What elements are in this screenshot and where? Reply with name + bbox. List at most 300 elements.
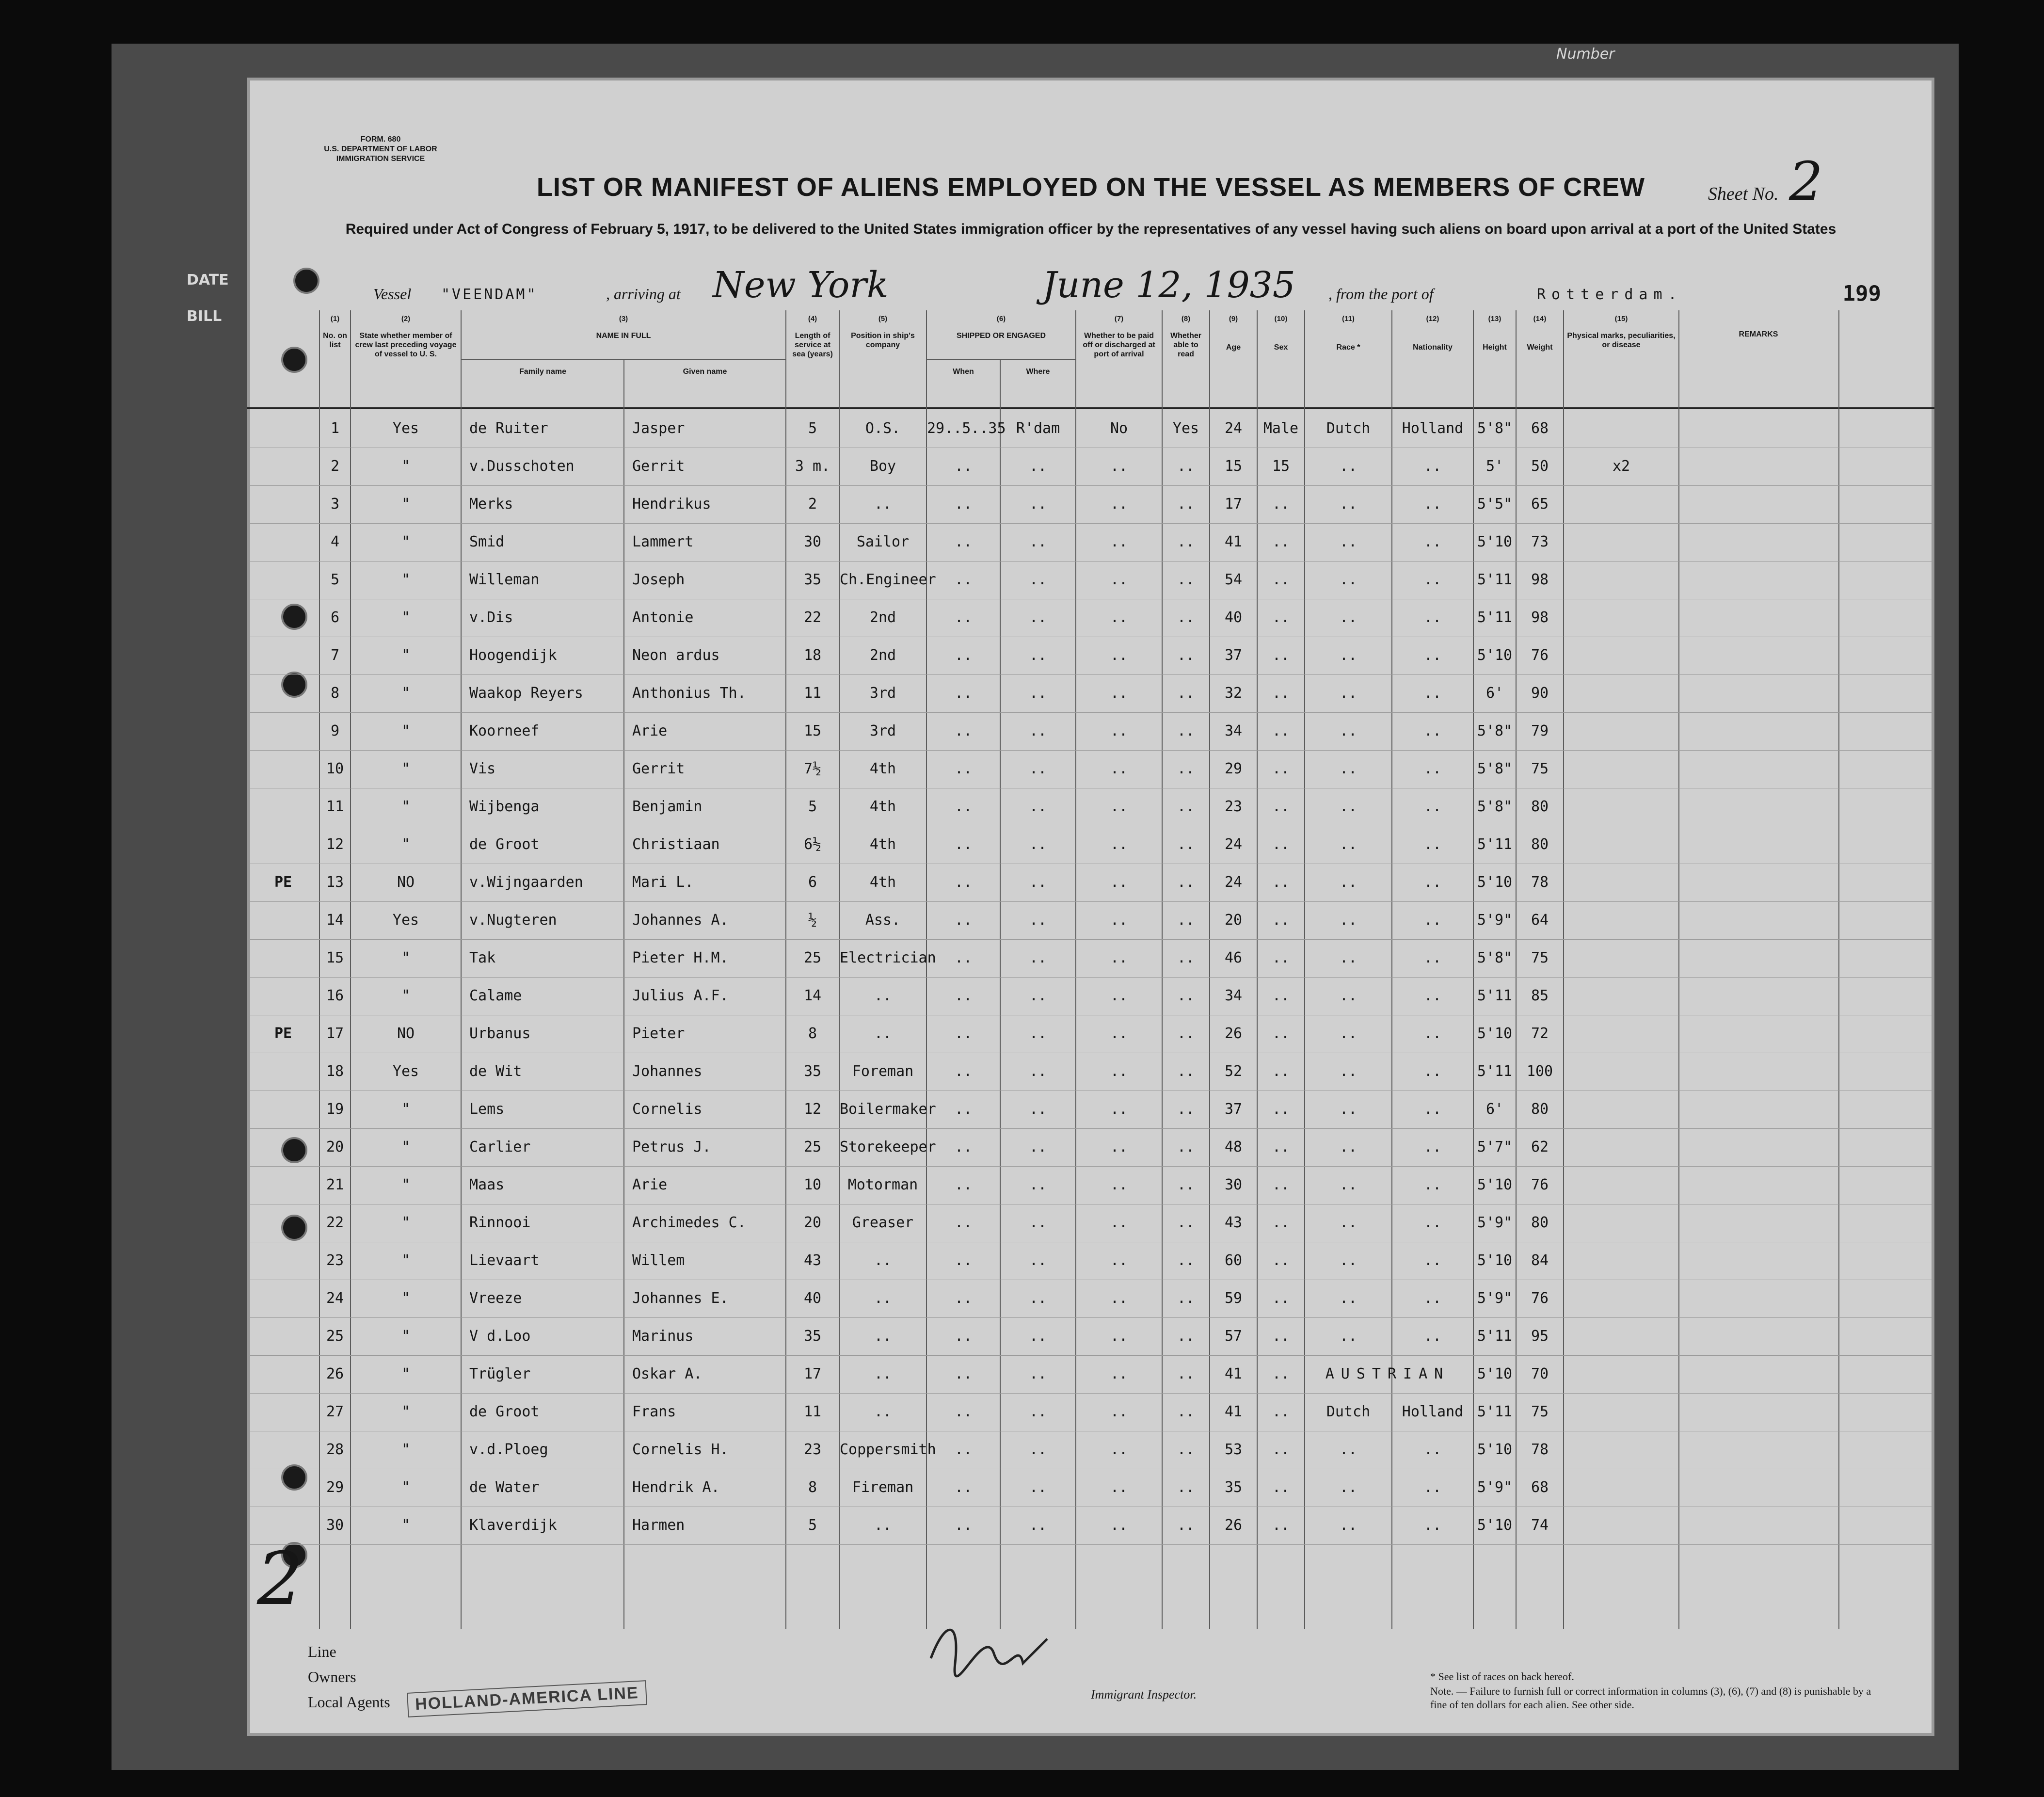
- table-row: [247, 864, 1934, 902]
- cell-service: 3 m.: [795, 458, 830, 475]
- cell-race: Dutch: [1326, 420, 1371, 437]
- cell-family: Lievaart: [469, 1252, 540, 1269]
- cell-service: 11: [803, 685, 822, 702]
- cell-no: 14: [326, 912, 344, 929]
- cell-when: ..: [954, 496, 973, 513]
- cell-read: ..: [1177, 1290, 1195, 1307]
- cell-no: 16: [326, 987, 344, 1004]
- cell-height: 5'8": [1477, 420, 1513, 437]
- cell-family: Smid: [469, 533, 505, 550]
- cell-given: Marinus: [632, 1328, 694, 1345]
- cell-sex: ..: [1272, 1441, 1290, 1458]
- cell-height: 5'7": [1477, 1139, 1513, 1155]
- cell-read: ..: [1177, 798, 1195, 815]
- cell-marks: [1564, 1059, 1678, 1084]
- cell-position: Greaser: [852, 1214, 914, 1231]
- cell-read: ..: [1177, 1365, 1195, 1382]
- signature-scribble: [926, 1610, 1052, 1678]
- agents-stamp: HOLLAND-AMERICA LINE: [407, 1680, 647, 1717]
- cell-age: 35: [1224, 1479, 1243, 1496]
- cell-position: Ch.Engineer: [840, 571, 936, 588]
- cell-weight: 75: [1531, 760, 1549, 777]
- cell-mark: [247, 1438, 319, 1462]
- cell-no: 9: [330, 722, 340, 739]
- cell-given: Lammert: [632, 533, 694, 550]
- cell-service: 20: [803, 1214, 822, 1231]
- cell-prev: Yes: [392, 420, 419, 437]
- cell-when: ..: [954, 685, 973, 702]
- cell-nat: ..: [1423, 533, 1442, 550]
- cell-position: ..: [874, 987, 892, 1004]
- cell-height: 5'11: [1477, 1328, 1513, 1345]
- cell-paid: ..: [1110, 685, 1128, 702]
- cell-height: 5'8": [1477, 798, 1513, 815]
- cell-position: Ass.: [865, 912, 901, 929]
- cell-where: ..: [1029, 722, 1047, 739]
- cell-service: 22: [803, 609, 822, 626]
- cell-service: 8: [808, 1479, 817, 1496]
- cell-family: Tak: [469, 949, 496, 966]
- cell-height: 5': [1485, 458, 1504, 475]
- table-row: [247, 448, 1934, 486]
- cell-where: ..: [1029, 874, 1047, 891]
- cell-when: ..: [954, 760, 973, 777]
- owners-label: Owners: [308, 1668, 356, 1685]
- cell-weight: 95: [1531, 1328, 1549, 1345]
- table-row: [247, 561, 1934, 599]
- cell-height: 5'11: [1477, 1403, 1513, 1420]
- cell-when: ..: [954, 1025, 973, 1042]
- cell-given: Johannes E.: [632, 1290, 729, 1307]
- cell-height: 6': [1485, 685, 1504, 702]
- cell-given: Arie: [632, 722, 668, 739]
- cell-age: 26: [1224, 1025, 1243, 1042]
- form-number-block: [301, 135, 461, 164]
- cell-service: 25: [803, 1139, 822, 1155]
- cell-marks: [1564, 1022, 1678, 1046]
- cell-when: ..: [954, 1214, 973, 1231]
- cell-where: ..: [1029, 609, 1047, 626]
- cell-service: 5: [808, 420, 817, 437]
- cell-family: Maas: [469, 1176, 505, 1193]
- cell-race: AUSTRIAN: [1325, 1365, 1450, 1382]
- cell-when: ..: [954, 1479, 973, 1496]
- cell-race: ..: [1339, 1290, 1357, 1307]
- cell-weight: 76: [1531, 1290, 1549, 1307]
- cell-age: 23: [1224, 798, 1243, 815]
- vessel-label: Vessel: [373, 285, 412, 303]
- cell-sex: ..: [1272, 571, 1290, 588]
- cell-age: 54: [1224, 571, 1243, 588]
- table-row: [247, 939, 1934, 978]
- form-number: FORM. 680: [360, 135, 401, 144]
- cell-no: 27: [326, 1403, 344, 1420]
- cell-given: Arie: [632, 1176, 668, 1193]
- cell-no: 17: [326, 1025, 344, 1042]
- cell-no: 13: [326, 874, 344, 891]
- cell-family: v.Nugteren: [469, 912, 557, 929]
- cell-age: 34: [1224, 987, 1243, 1004]
- cell-paid: ..: [1110, 647, 1128, 664]
- cell-nat: ..: [1423, 1517, 1442, 1534]
- cell-marks: [1564, 833, 1678, 857]
- cell-nat: ..: [1423, 949, 1442, 966]
- cell-height: 5'10: [1477, 1025, 1513, 1042]
- cell-read: ..: [1177, 874, 1195, 891]
- cell-when: ..: [954, 1176, 973, 1193]
- cell-family: Merks: [469, 496, 513, 513]
- cell-height: 5'11: [1477, 571, 1513, 588]
- cell-marks: [1564, 568, 1678, 592]
- cell-mark: [247, 492, 319, 516]
- cell-paid: ..: [1110, 1214, 1128, 1231]
- cell-race: ..: [1339, 609, 1357, 626]
- manifest-sheet: [247, 78, 1934, 1736]
- cell-race: ..: [1339, 1328, 1357, 1345]
- cell-when: ..: [954, 458, 973, 475]
- cell-when: ..: [954, 1517, 973, 1534]
- cell-mark: [247, 606, 319, 630]
- table-row: [247, 977, 1934, 1015]
- cell-no: 28: [326, 1441, 344, 1458]
- punch-hole: [293, 268, 319, 294]
- cell-sex: 15: [1272, 458, 1290, 475]
- cell-nat: ..: [1423, 1139, 1442, 1155]
- vessel-name: "VEENDAM": [441, 286, 538, 303]
- cell-paid: ..: [1110, 760, 1128, 777]
- cell-race: Dutch: [1326, 1403, 1371, 1420]
- cell-read: ..: [1177, 912, 1195, 929]
- cell-read: ..: [1177, 1517, 1195, 1534]
- cell-sex: ..: [1272, 1063, 1290, 1080]
- cell-height: 5'10: [1477, 1441, 1513, 1458]
- cell-given: Frans: [632, 1403, 676, 1420]
- header-family-name: Family name: [519, 368, 566, 376]
- cell-race: ..: [1339, 533, 1357, 550]
- cell-service: 23: [803, 1441, 822, 1458]
- cell-mark: [247, 1249, 319, 1273]
- cell-marks: [1564, 908, 1678, 932]
- cell-height: 5'9": [1477, 1479, 1513, 1496]
- cell-prev: Yes: [392, 912, 419, 929]
- cell-position: ..: [874, 1290, 892, 1307]
- cell-family: Willeman: [469, 571, 540, 588]
- cell-read: ..: [1177, 949, 1195, 966]
- cell-race: ..: [1339, 1025, 1357, 1042]
- header-able-to-read: (8) Whether able to read: [1170, 315, 1201, 358]
- cell-nat: ..: [1423, 609, 1442, 626]
- header-length-of-service: (4) Length of service at sea (years): [792, 315, 833, 358]
- cell-service: 10: [803, 1176, 822, 1193]
- cell-age: 24: [1224, 420, 1243, 437]
- cell-weight: 76: [1531, 1176, 1549, 1193]
- cell-position: Electrician: [840, 949, 936, 966]
- cell-service: 5: [808, 798, 817, 815]
- cell-height: 5'10: [1477, 1252, 1513, 1269]
- cell-race: ..: [1339, 496, 1357, 513]
- cell-service: 12: [803, 1101, 822, 1118]
- cell-sex: ..: [1272, 1290, 1290, 1307]
- cell-prev: ": [401, 458, 411, 475]
- cell-age: 17: [1224, 496, 1243, 513]
- inspector-signature: [926, 1610, 1052, 1688]
- cell-where: ..: [1029, 571, 1047, 588]
- cell-nat: ..: [1423, 571, 1442, 588]
- cell-when: ..: [954, 1063, 973, 1080]
- cell-given: Antonie: [632, 609, 694, 626]
- cell-height: 5'11: [1477, 836, 1513, 853]
- cell-sex: ..: [1272, 1101, 1290, 1118]
- table-row: [247, 1431, 1934, 1469]
- cell-prev: ": [401, 1214, 411, 1231]
- cell-weight: 65: [1531, 496, 1549, 513]
- arrival-port: New York: [713, 264, 889, 306]
- cell-weight: 80: [1531, 836, 1549, 853]
- cell-service: 35: [803, 571, 822, 588]
- cell-given: Pieter: [632, 1025, 685, 1042]
- cell-mark: [247, 795, 319, 819]
- cell-age: 32: [1224, 685, 1243, 702]
- cell-read: ..: [1177, 496, 1195, 513]
- cell-given: Harmen: [632, 1517, 685, 1534]
- header-age: (9) Age: [1226, 315, 1241, 352]
- cell-marks: [1564, 1362, 1678, 1386]
- table-row: [247, 1317, 1934, 1356]
- cell-paid: ..: [1110, 912, 1128, 929]
- cell-sex: ..: [1272, 836, 1290, 853]
- cell-prev: ": [401, 533, 411, 550]
- cell-position: ..: [874, 1025, 892, 1042]
- penalty-note: Note. — Failure to furnish full or correct information in columns (3), (6), (7) and (8) is punishable by a fine of ten dollars for each alien. See other side.: [1430, 1685, 1871, 1711]
- cell-service: 35: [803, 1328, 822, 1345]
- cell-sex: ..: [1272, 722, 1290, 739]
- cell-race: ..: [1339, 836, 1357, 853]
- cell-position: Coppersmith: [840, 1441, 936, 1458]
- cell-prev: ": [401, 949, 411, 966]
- cell-when: ..: [954, 1328, 973, 1345]
- cell-marks: [1564, 795, 1678, 819]
- cell-marks: x2: [1612, 458, 1630, 475]
- cell-age: 24: [1224, 836, 1243, 853]
- sheet-number-value: 2: [1789, 150, 1823, 212]
- cell-sex: ..: [1272, 949, 1290, 966]
- cell-race: ..: [1339, 1063, 1357, 1080]
- header-paid-off: (7) Whether to be paid off or discharged at port of arrival: [1083, 315, 1155, 358]
- cell-read: ..: [1177, 760, 1195, 777]
- cell-height: 5'8": [1477, 949, 1513, 966]
- cell-age: 57: [1224, 1328, 1243, 1345]
- cell-when: ..: [954, 949, 973, 966]
- races-note: * See list of races on back hereof.: [1430, 1670, 1574, 1683]
- cell-marks: [1564, 1173, 1678, 1197]
- cell-position: 4th: [869, 874, 896, 891]
- cell-prev: ": [401, 1517, 411, 1534]
- cell-weight: 78: [1531, 1441, 1549, 1458]
- table-row: [247, 1280, 1934, 1318]
- header-given-name: Given name: [683, 368, 727, 376]
- cell-age: 15: [1224, 458, 1243, 475]
- header-position: (5) Position in ship's company: [851, 315, 915, 349]
- cell-position: 4th: [869, 836, 896, 853]
- cell-paid: No: [1110, 420, 1128, 437]
- cell-sex: ..: [1272, 496, 1290, 513]
- cell-marks: [1564, 1513, 1678, 1538]
- cell-position: Boy: [869, 458, 896, 475]
- cell-read: ..: [1177, 1101, 1195, 1118]
- cell-paid: ..: [1110, 609, 1128, 626]
- cell-family: Hoogendijk: [469, 647, 557, 664]
- cell-when: 29..5..35: [927, 420, 1006, 437]
- table-row: [247, 1091, 1934, 1129]
- cell-position: 4th: [869, 798, 896, 815]
- cell-family: Urbanus: [469, 1025, 531, 1042]
- cell-marks: [1564, 719, 1678, 743]
- cell-nat: Holland: [1402, 420, 1464, 437]
- cell-where: ..: [1029, 1139, 1047, 1155]
- cell-sex: ..: [1272, 647, 1290, 664]
- cell-marks: [1564, 870, 1678, 895]
- cell-mark: [247, 454, 319, 479]
- cell-marks: [1564, 492, 1678, 516]
- cell-given: Neon ardus: [632, 647, 720, 664]
- cell-mark: [247, 833, 319, 857]
- cell-prev: ": [401, 496, 411, 513]
- voyage-line: [373, 264, 1900, 308]
- header-no-on-list: (1) No. on list: [323, 315, 347, 349]
- cell-read: ..: [1177, 458, 1195, 475]
- cell-sex: ..: [1272, 1176, 1290, 1193]
- cell-position: ..: [874, 1365, 892, 1382]
- cell-weight: 78: [1531, 874, 1549, 891]
- cell-service: 6: [808, 874, 817, 891]
- cell-mark: [247, 1362, 319, 1386]
- cell-no: 20: [326, 1139, 344, 1155]
- cell-position: ..: [874, 1252, 892, 1269]
- cell-no: 10: [326, 760, 344, 777]
- cell-read: ..: [1177, 609, 1195, 626]
- cell-nat: ..: [1423, 912, 1442, 929]
- cell-age: 48: [1224, 1139, 1243, 1155]
- back-sheet-bill-label: BILL: [187, 308, 222, 325]
- cell-where: ..: [1029, 1479, 1047, 1496]
- cell-race: ..: [1339, 1517, 1357, 1534]
- cell-weight: 80: [1531, 798, 1549, 815]
- cell-prev: ": [401, 798, 411, 815]
- cell-sex: ..: [1272, 1328, 1290, 1345]
- cell-no: 5: [330, 571, 340, 588]
- cell-paid: ..: [1110, 1063, 1128, 1080]
- cell-where: ..: [1029, 1252, 1047, 1269]
- cell-position: 4th: [869, 760, 896, 777]
- cell-nat: ..: [1423, 1025, 1442, 1042]
- cell-read: ..: [1177, 1176, 1195, 1193]
- cell-mark: PE: [274, 1025, 292, 1042]
- cell-height: 5'9": [1477, 912, 1513, 929]
- cell-mark: [247, 568, 319, 592]
- cell-height: 5'8": [1477, 722, 1513, 739]
- cell-mark: [247, 1211, 319, 1235]
- cell-prev: NO: [397, 874, 415, 891]
- cell-given: Archimedes C.: [632, 1214, 746, 1231]
- cell-when: ..: [954, 533, 973, 550]
- cell-height: 5'10: [1477, 1365, 1513, 1382]
- cell-paid: ..: [1110, 949, 1128, 966]
- table-row: [247, 1507, 1934, 1545]
- cell-marks: [1564, 530, 1678, 554]
- cell-weight: 68: [1531, 1479, 1549, 1496]
- cell-where: ..: [1029, 458, 1047, 475]
- cell-where: ..: [1029, 533, 1047, 550]
- table-row: [247, 1128, 1934, 1167]
- cell-given: Anthonius Th.: [632, 685, 746, 702]
- cell-paid: ..: [1110, 874, 1128, 891]
- cell-prev: ": [401, 1252, 411, 1269]
- cell-sex: ..: [1272, 912, 1290, 929]
- cell-nat: ..: [1423, 1328, 1442, 1345]
- cell-mark: [247, 719, 319, 743]
- cell-read: ..: [1177, 1025, 1195, 1042]
- cell-where: ..: [1029, 1328, 1047, 1345]
- cell-height: 5'10: [1477, 647, 1513, 664]
- cell-mark: [247, 1173, 319, 1197]
- cell-prev: ": [401, 1176, 411, 1193]
- cell-weight: 73: [1531, 533, 1549, 550]
- cell-height: 5'10: [1477, 874, 1513, 891]
- cell-family: Vreeze: [469, 1290, 522, 1307]
- cell-no: 24: [326, 1290, 344, 1307]
- table-row: [247, 1204, 1934, 1242]
- cell-height: 5'11: [1477, 1063, 1513, 1080]
- cell-where: ..: [1029, 836, 1047, 853]
- header-race: (11) Race *: [1336, 315, 1360, 352]
- table-row: [247, 750, 1934, 788]
- cell-given: Jasper: [632, 420, 685, 437]
- cell-where: ..: [1029, 760, 1047, 777]
- cell-paid: ..: [1110, 1328, 1128, 1345]
- department-name: U.S. DEPARTMENT OF LABOR: [324, 145, 437, 153]
- cell-mark: PE: [274, 874, 292, 891]
- cell-sex: ..: [1272, 685, 1290, 702]
- header-shipped-or-engaged: (6) SHIPPED OR ENGAGED: [956, 315, 1046, 340]
- cell-position: ..: [874, 1517, 892, 1534]
- cell-read: ..: [1177, 1252, 1195, 1269]
- cell-service: 15: [803, 722, 822, 739]
- cell-prev: ": [401, 1290, 411, 1307]
- table-row: [247, 1355, 1934, 1394]
- cell-read: ..: [1177, 1441, 1195, 1458]
- cell-family: V d.Loo: [469, 1328, 531, 1345]
- cell-nat: ..: [1423, 1290, 1442, 1307]
- cell-where: ..: [1029, 949, 1047, 966]
- cell-no: 19: [326, 1101, 344, 1118]
- cell-no: 23: [326, 1252, 344, 1269]
- cell-position: 2nd: [869, 609, 896, 626]
- cell-given: Gerrit: [632, 760, 685, 777]
- cell-prev: ": [401, 609, 411, 626]
- cell-nat: ..: [1423, 987, 1442, 1004]
- cell-nat: ..: [1423, 1441, 1442, 1458]
- page-number: 199: [1842, 281, 1881, 306]
- table-row: [247, 1469, 1934, 1507]
- cell-paid: ..: [1110, 1365, 1128, 1382]
- table-row: [247, 599, 1934, 637]
- cell-height: 5'10: [1477, 533, 1513, 550]
- cell-when: ..: [954, 1252, 973, 1269]
- cell-where: ..: [1029, 1101, 1047, 1118]
- cell-race: ..: [1339, 949, 1357, 966]
- cell-marks: [1564, 757, 1678, 781]
- cell-sex: ..: [1272, 533, 1290, 550]
